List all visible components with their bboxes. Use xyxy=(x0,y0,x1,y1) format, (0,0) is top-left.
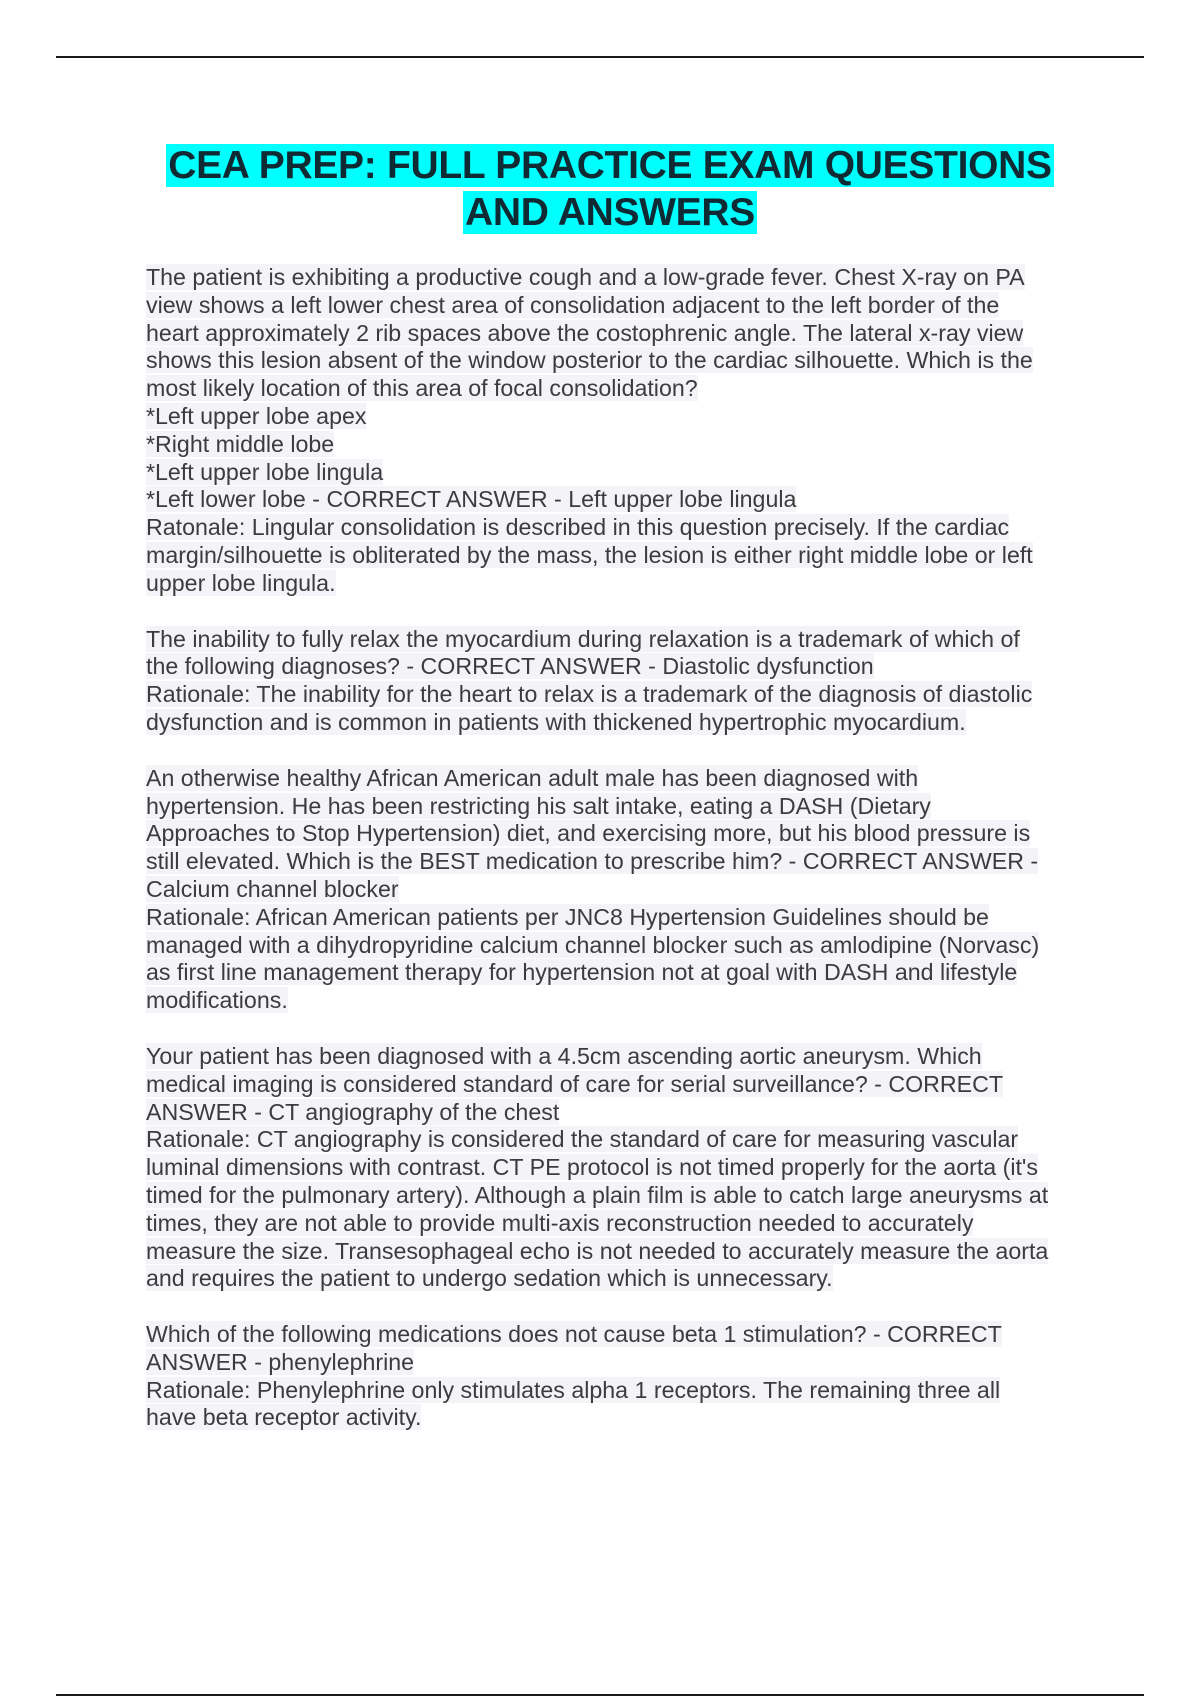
question-block-hypertension xyxy=(146,765,1086,1015)
question-block-lingula xyxy=(146,264,1086,598)
title-line: CEA PREP: FULL PRACTICE EXAM QUESTIONS xyxy=(168,144,1052,187)
text-line: An otherwise healthy African American adult male has been diagnosed with xyxy=(146,764,919,791)
rationale-line: as first line management therapy for hypertension not at goal with DASH and lifestyle xyxy=(146,959,1018,986)
rationale-line: Rationale: The inability for the heart to relax is a trademark of the diagnosis of diastolic xyxy=(146,681,1033,708)
rationale-line: Rationale: CT angiography is considered the standard of care for measuring vascular xyxy=(146,1126,1019,1153)
rationale-line: Ratonale: Lingular consolidation is described in this question precisely. If the cardiac xyxy=(146,514,1010,541)
rationale-line: margin/silhouette is obliterated by the mass, the lesion is either right middle lobe or left xyxy=(146,541,1033,568)
text-line: ANSWER - phenylephrine xyxy=(146,1348,415,1375)
question-block-beta1 xyxy=(146,1321,1086,1432)
rationale-line: managed with a dihydropyridine calcium channel blocker such as amlodipine (Norvasc) xyxy=(146,931,1040,958)
text-line: the following diagnoses? - CORRECT ANSWER - Diastolic dysfunction xyxy=(146,653,874,680)
rationale-line: upper lobe lingula. xyxy=(146,569,336,596)
text-line: most likely location of this area of focal consolidation? xyxy=(146,375,698,402)
bottom-rule xyxy=(56,1694,1144,1696)
title-line: AND ANSWERS xyxy=(465,191,755,234)
rationale-line: have beta receptor activity. xyxy=(146,1404,422,1431)
rationale-line: luminal dimensions with contrast. CT PE protocol is not timed properly for the aorta (it's xyxy=(146,1154,1038,1181)
text-line: Calcium channel blocker xyxy=(146,875,399,902)
answer-option: *Left upper lobe lingula xyxy=(146,458,384,485)
answer-option: *Left lower lobe - CORRECT ANSWER - Left upper lobe lingula xyxy=(146,486,797,513)
rationale-line: and requires the patient to undergo sedation which is unnecessary. xyxy=(146,1265,833,1292)
rationale-line: dysfunction and is common in patients with thickened hypertrophic myocardium. xyxy=(146,708,966,735)
text-line: medical imaging is considered standard of care for serial surveillance? - CORRECT xyxy=(146,1070,1003,1097)
rationale-line: times, they are not able to provide multi-axis reconstruction needed to accurately xyxy=(146,1209,974,1236)
text-line: Approaches to Stop Hypertension) diet, and exercising more, but his blood pressure is xyxy=(146,820,1031,847)
question-block-diastolic xyxy=(146,626,1086,737)
rationale-line: Rationale: Phenylephrine only stimulates alpha 1 receptors. The remaining three all xyxy=(146,1376,1001,1403)
rationale-line: timed for the pulmonary artery). Although a plain film is able to catch large aneurysms at xyxy=(146,1181,1049,1208)
document-body xyxy=(146,264,1086,1460)
text-line: The inability to fully relax the myocardium during relaxation is a trademark of which of xyxy=(146,625,1020,652)
rationale-line: measure the size. Transesophageal echo is not needed to accurately measure the aorta xyxy=(146,1237,1049,1264)
page-title xyxy=(140,142,1080,236)
text-line: view shows a left lower chest area of consolidation adjacent to the left border of the xyxy=(146,291,1000,318)
text-line: heart approximately 2 rib spaces above the costophrenic angle. The lateral x-ray view xyxy=(146,319,1024,346)
text-line: shows this lesion absent of the window posterior to the cardiac silhouette. Which is the xyxy=(146,347,1033,374)
question-block-aneurysm xyxy=(146,1043,1086,1293)
text-line: The patient is exhibiting a productive cough and a low-grade fever. Chest X-ray on PA xyxy=(146,264,1025,290)
top-rule xyxy=(56,56,1144,58)
text-line: still elevated. Which is the BEST medication to prescribe him? - CORRECT ANSWER - xyxy=(146,848,1039,875)
text-line: ANSWER - CT angiography of the chest xyxy=(146,1098,560,1125)
answer-option: *Left upper lobe apex xyxy=(146,402,367,429)
text-line: Which of the following medications does not cause beta 1 stimulation? - CORRECT xyxy=(146,1321,1002,1348)
text-line: hypertension. He has been restricting his salt intake, eating a DASH (Dietary xyxy=(146,792,931,819)
rationale-line: modifications. xyxy=(146,987,288,1014)
answer-option: *Right middle lobe xyxy=(146,430,335,457)
rationale-line: Rationale: African American patients per JNC8 Hypertension Guidelines should be xyxy=(146,903,989,930)
text-line: Your patient has been diagnosed with a 4.5cm ascending aortic aneurysm. Which xyxy=(146,1042,982,1069)
